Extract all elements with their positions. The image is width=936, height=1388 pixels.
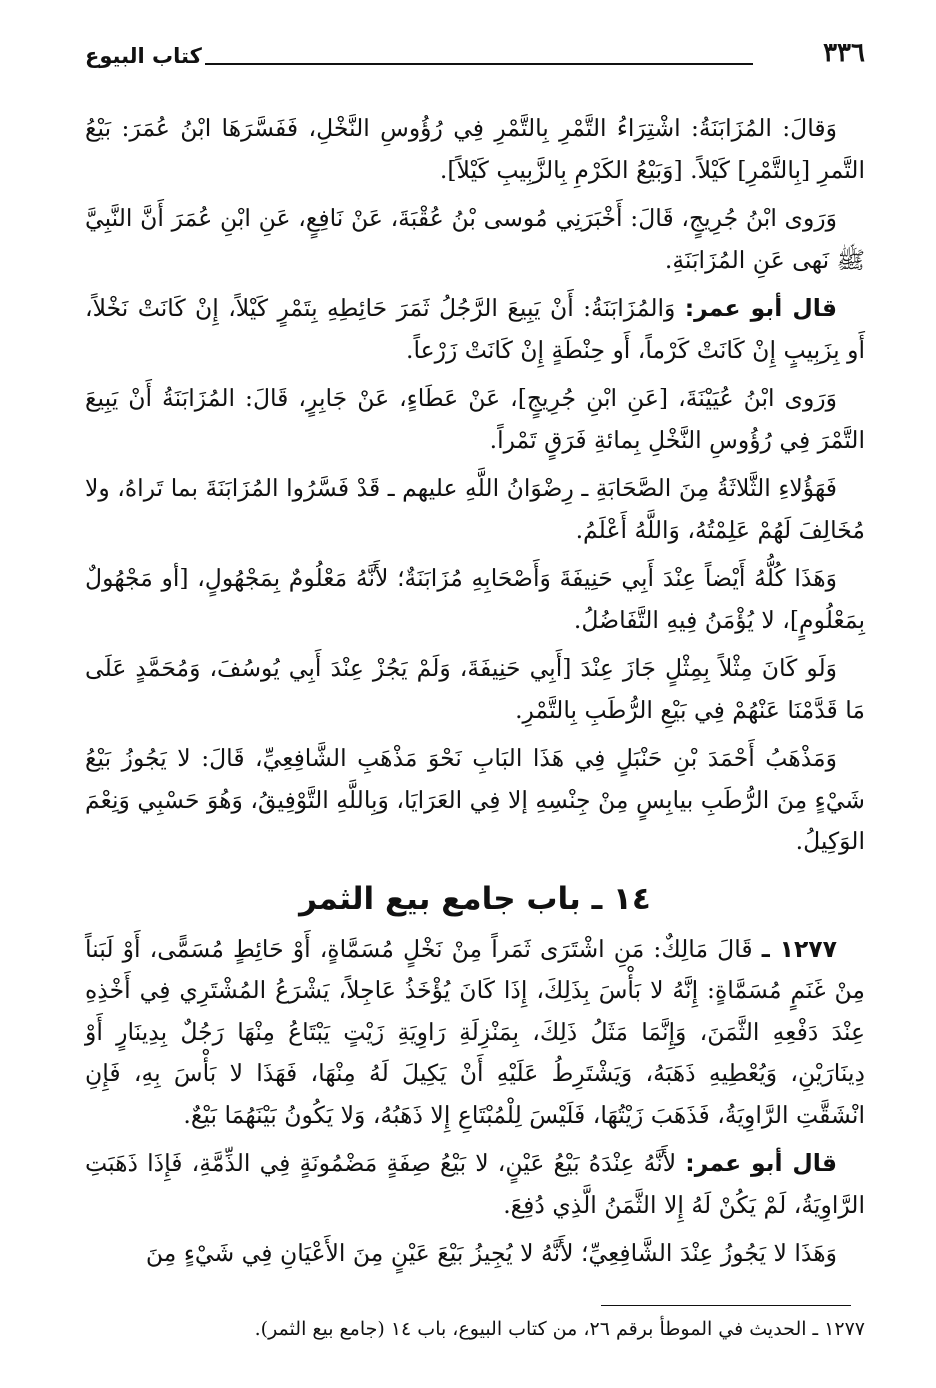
paragraph: فَهَؤُلاءِ الثَّلاثَةُ مِنَ الصَّحَابَةِ ـ رِضْوَانُ اللَّهِ عليهم ـ قَدْ فَسَّرُوا المُزَابَنَةَ بما تَراهُ، ولا مُخَالِفَ لَهُمْ عَلِمْتُهُ، وَاللَّهُ أَعْلَمُ. — [85, 474, 865, 544]
hadith-number: ١٢٧٧ ـ — [761, 934, 837, 963]
paragraph: قال أبو عمر: لأَنَّهُ عِنْدَهُ بَيْعُ عَيْنٍ، لا بَيْعُ صِفَةٍ مَضْمُونَةٍ فِي الذِّمَّةِ، فَإِذَا ذَهَبَتِ الرَّاوِيَةُ، لَمْ يَكُنْ لَهُ إِلا الثَّمَنُ الَّذِي دُفِعَ. — [85, 1149, 865, 1219]
page-header — [85, 38, 865, 74]
speaker-label: قال أبو عمر: — [684, 294, 837, 322]
paragraph: قال أبو عمر: وَالمُزَابَنَةُ: أَنْ يَبِيعَ الرَّجُلُ ثَمَرَ حَائِطِهِ بِتَمْرٍ كَيْلاً، إِنْ كَانَتْ نَخْلاً، أَو بِزَبِيبٍ إِنْ كَانَتْ كَرْماً، أَو حِنْطَةٍ إِنْ كَانَتْ زَرْعاً. — [85, 294, 865, 364]
section-heading: ١٤ ـ باب جامع بيع الثمر — [299, 880, 651, 917]
paragraph: ١٢٧٧ ـ قَالَ مَالِكٌ: مَنِ اشْتَرَى ثَمَراً مِنْ نَخْلٍ مُسَمَّاةٍ، أَوْ حَائِطٍ مُسَمًّى، أَوْ لَبَناً مِنْ غَنَمٍ مُسَمَّاةٍ: إِنَّهُ لا بَأْسَ بِذَلِكَ، إِذَا كَانَ يُؤْخَذُ عَاجِلاً، يَشْرَعُ المُشْتَرِي فِي أَخْذِهِ عِنْدَ دَفْعِهِ الثَّمَنَ، وَإِنَّمَا مَثَلُ ذَلِكَ، بِمَنْزِلَةِ رَاوِيَةِ زَيْتٍ يَبْتَاعُ مِنْهَا رَجُلٌ بِدِينَارٍ أَوْ دِينَارَيْنِ، وَيُعْطِيهِ ذَهَبَهُ، وَيَشْتَرِطُ عَلَيْهِ أَنْ يَكِيلَ لَهُ مِنْهَا، فَهَذَا لا بَأْسَ بِهِ، فَإِنِ انْشَقَّتِ الرَّاوِيَةُ، فَذَهَبَ زَيْتُهَا، فَلَيْسَ لِلْمُبْتَاعِ إِلا ذَهَبُهُ، وَلا يَكُونُ بَيْنَهُمَا بَيْعٌ. — [85, 934, 865, 1129]
header-rule — [205, 63, 753, 65]
speaker-label: قال أبو عمر: — [685, 1149, 837, 1177]
paragraph: وَقالَ: المُزَابَنَةُ: اشْتِرَاءُ التَّمْرِ بِالتَّمْرِ فِي رُؤُوسِ النَّخْلِ، فَفَسَّرَهَا ابْنُ عُمَرَ: بَيْعُ التَّمرِ [بِالتَّمْرِ] كَيْلاً. [وَبَيْعُ الكَرْمِ بِالزَّبِيبِ كَيْلاً]. — [85, 114, 865, 184]
paragraph: وَرَوى ابْنُ جُرِيجٍ، قَالَ: أَخْبَرَنِي مُوسى بْنُ عُقْبَةَ، عَنْ نَافِعٍ، عَنِ ابْنِ عُمَرَ أَنَّ النَّبِيَّ ﷺ نَهى عَنِ المُزَابَنَةِ. — [85, 204, 865, 274]
paragraph: وَمَذْهَبُ أَحْمَدَ بْنِ حَنْبَلٍ فِي هَذَا البَابِ نَحْوَ مَذْهَبِ الشَّافِعِيِّ، قَالَ: لا يَجُوزُ بَيْعُ شَيْءٍ مِنَ الرُّطَبِ بيابِسٍ مِنْ جِنْسِهِ إلا فِي العَرَايَا، وَبِاللَّهِ التَّوْفِيقُ، وَهُوَ حَسْبِي وَنِعْمَ الوَكِيلُ. — [85, 744, 865, 855]
footnote-separator — [601, 1305, 851, 1306]
paragraph: وَلَو كَانَ مِثْلاً بِمِثْلٍ جَازَ عِنْدَ [أَبِي حَنِيفَةَ، وَلَمْ يَجُزْ عِنْدَ أَبِي يُوسُفَ، وَمُحَمَّدٍ عَلَى مَا قَدَّمْنَا عَنْهُمْ فِي بَيْعِ الرُّطَبِ بِالتَّمْرِ. — [85, 654, 865, 724]
paragraph: وَرَوى ابْنُ عُيَيْنَةَ، [عَنِ ابْنِ جُرِيجٍ]، عَنْ عَطَاءٍ، عَنْ جَابِرٍ، قَالَ: المُزَابَنَةُ أَنْ يَبِيعَ التَّمْرَ فِي رُؤُوسِ النَّخْلِ بِمائةِ فَرَقٍ تَمْراً. — [85, 384, 865, 454]
footnote: ١٢٧٧ ـ الحديث في الموطأ برقم ٢٦، من كتاب البيوع، باب ١٤ (جامع بيع الثمر). — [254, 1318, 865, 1340]
paragraph: وَهَذَا كُلُّهُ أَيْضاً عِنْدَ أَبِي حَنِيفَةَ وَأَصْحَابِهِ مُزَابَنَةٌ؛ لأَنَّهُ مَعْلُومٌ بِمَجْهُولٍ، [أو مَجْهُولٌ بِمَعْلُومٍ]، لا يُؤْمَنُ فِيهِ التَّفَاضُلُ. — [85, 564, 865, 634]
main-text — [85, 108, 865, 1282]
page-number: ٣٣٦ — [823, 38, 865, 68]
book-title: كتاب البيوع — [85, 44, 202, 68]
paragraph: وَهَذَا لا يَجُوزُ عِنْدَ الشَّافِعِيِّ؛ لأَنَّهُ لا يُجِيزُ بَيْعَ عَيْنٍ مِنَ الأَعْيَانِ فِي شَيْءٍ مِنَ — [145, 1239, 837, 1267]
